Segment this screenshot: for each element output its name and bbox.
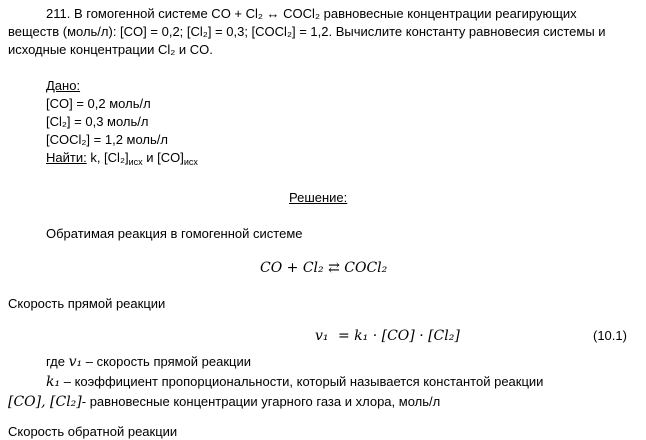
where-v1-line: [46, 354, 251, 370]
find-prefix: k, [Cl₂]: [86, 150, 129, 165]
find-sub-2: исх: [183, 157, 198, 167]
rate-equation-lhs: v₁: [315, 328, 329, 344]
where-k1-symbol: k₁: [46, 374, 61, 390]
rate-equation-rhs: = k₁ · [CO] · [Cl₂]: [338, 328, 460, 344]
solution-heading: Решение:: [289, 190, 348, 205]
solution-intro: Обратимая реакция в гомогенной системе: [46, 226, 303, 241]
where-k1-text: – коэффициент пропорциональности, который называется константой реакции: [60, 374, 544, 389]
forward-rate-label: Скорость прямой реакции: [8, 296, 166, 311]
equation-number: (10.1): [593, 328, 627, 343]
problem-line-1: 211. В гомогенной системе CO + Cl₂ ↔ COCl₂ равновесные концентрации реагирующих: [46, 6, 577, 21]
where-v1-text: – скорость прямой реакции: [82, 354, 251, 369]
find-line: [46, 150, 198, 166]
find-mid: и [CO]: [142, 150, 184, 165]
reaction-equation: CO + Cl₂ ⇄ COCl₂: [260, 260, 388, 276]
where-prefix: где: [46, 354, 69, 369]
where-k1-line: [46, 374, 543, 390]
find-sub-1: исх: [128, 157, 143, 167]
find-label: Найти:: [46, 150, 87, 165]
given-heading: Дано:: [46, 78, 81, 93]
reverse-rate-label: Скорость обратной реакции: [8, 424, 178, 439]
given-item-co: [CO] = 0,2 моль/л: [46, 96, 151, 111]
problem-line-3: исходные концентрации Cl₂ и CO.: [8, 42, 213, 57]
where-conc-text: - равновесные концентрации угарного газа и хлора, моль/л: [81, 394, 441, 409]
given-item-cl2: [Cl₂] = 0,3 моль/л: [46, 114, 149, 129]
where-conc-symbol: [CO], [Cl₂]: [8, 394, 82, 410]
where-v1-symbol: v₁: [68, 354, 83, 370]
where-conc-line: [8, 394, 440, 410]
given-item-cocl2: [COCl₂] = 1,2 моль/л: [46, 132, 168, 147]
problem-line-2: веществ (моль/л): [CO] = 0,2; [Cl₂] = 0,3; [COCl₂] = 1,2. Вычислите константу равновесия системы и: [8, 24, 606, 39]
